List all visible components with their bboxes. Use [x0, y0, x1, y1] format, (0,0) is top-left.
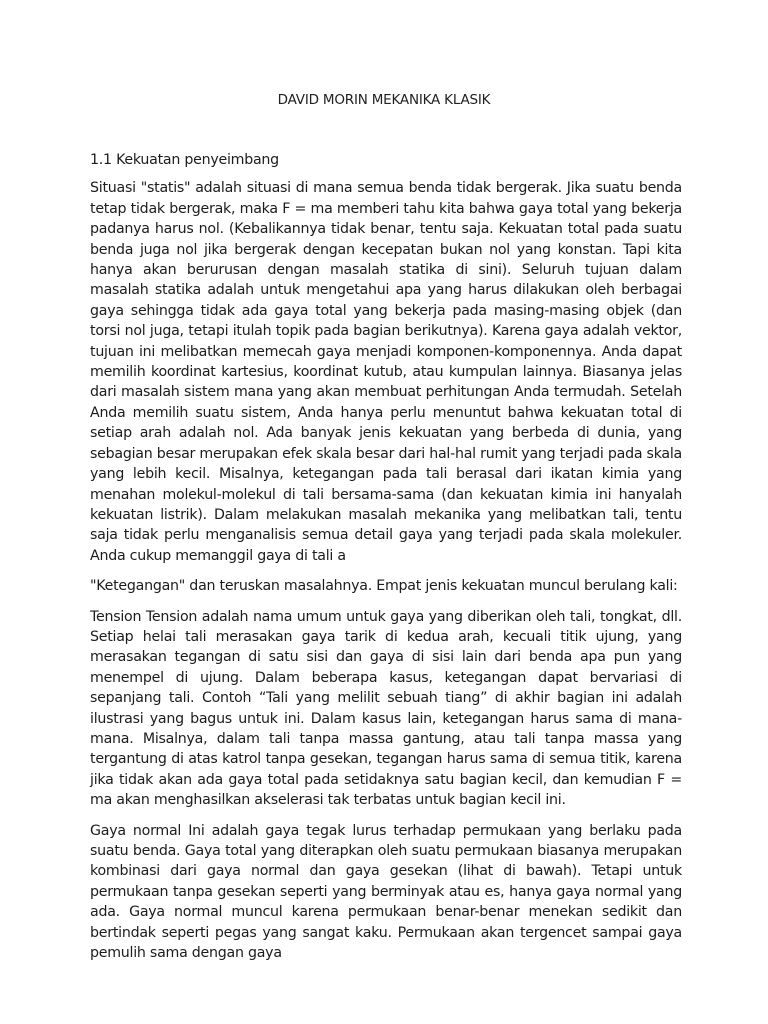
- document-body: [90, 150, 682, 973]
- document-title: DAVID MORIN MEKANIKA KLASIK: [277, 92, 491, 108]
- paragraph-statics-intro: Situasi "statis" adalah situasi di mana semua benda tidak bergerak. Jika suatu benda tetap tidak bergerak, maka F = ma memberi tahu kita bahwa gaya total yang bekerja padanya harus nol. (Kebalikannya tidak benar, tentu saja. Kekuatan total pada suatu benda juga nol jika bergerak dengan kecepatan bukan nol yang konstan. Tapi kita hanya akan berurusan dengan masalah statika di sini). Seluruh tujuan dalam masalah statika adalah untuk mengetahui apa yang harus dilakukan oleh berbagai gaya sehingga tidak ada gaya total yang bekerja pada masing-masing objek (dan torsi nol juga, tetapi itulah topik pada bagian berikutnya). Karena gaya adalah vektor, tujuan ini melibatkan memecah gaya menjadi komponen-komponennya. Anda dapat memilih koordinat kartesius, koordinat kutub, atau kumpulan lainnya. Biasanya jelas dari masalah sistem mana yang akan membuat perhitungan Anda termudah. Setelah Anda memilih suatu sistem, Anda hanya perlu menuntut bahwa kekuatan total di setiap arah adalah nol. Ada banyak jenis kekuatan yang berbeda di dunia, yang sebagian besar merupakan efek skala besar dari hal-hal rumit yang terjadi pada skala yang lebih kecil. Misalnya, ketegangan pada tali berasal dari ikatan kimia yang menahan molekul-molekul di tali bersama-sama (dan kekuatan kimia ini hanyalah kekuatan listrik). Dalam melakukan masalah mekanika yang melibatkan tali, tentu saja tidak perlu menganalisis semua detail gaya yang terjadi pada skala molekuler. Anda cukup memanggil gaya di tali a: [90, 180, 682, 564]
- section-heading: 1.1 Kekuatan penyeimbang: [90, 152, 279, 168]
- paragraph-four-forces: "Ketegangan" dan teruskan masalahnya. Empat jenis kekuatan muncul berulang kali:: [90, 578, 678, 595]
- paragraph-tension: Tension Tension adalah nama umum untuk gaya yang diberikan oleh tali, tongkat, dll. Setiap helai tali merasakan gaya tarik di kedua arah, kecuali titik ujung, yang merasakan tegangan di satu sisi dan gaya di sisi lain dari benda apa pun yang menempel di ujung. Dalam beberapa kasus, ketegangan dapat bervariasi di sepanjang tali. Contoh “Tali yang melilit sebuah tiang” di akhir bagian ini adalah ilustrasi yang bagus untuk ini. Dalam kasus lain, ketegangan harus sama di mana-mana. Misalnya, dalam tali tanpa massa gantung, atau tali tanpa massa yang tergantung di atas katrol tanpa gesekan, tegangan harus sama di semua titik, karena jika tidak akan ada gaya total pada setidaknya satu bagian kecil, dan kemudian F = ma akan menghasilkan akselerasi tak terbatas untuk bagian kecil ini.: [90, 608, 682, 809]
- paragraph-normal-force: Gaya normal Ini adalah gaya tegak lurus terhadap permukaan yang berlaku pada suatu benda. Gaya total yang diterapkan oleh suatu permukaan biasanya merupakan kombinasi dari gaya normal dan gaya gesekan (lihat di bawah). Tetapi untuk permukaan tanpa gesekan seperti yang berminyak atau es, hanya gaya normal yang ada. Gaya normal muncul karena permukaan benar-benar menekan sedikit dan bertindak seperti pegas yang sangat kaku. Permukaan akan tergencet sampai gaya pemulih sama dengan gaya: [90, 822, 682, 962]
